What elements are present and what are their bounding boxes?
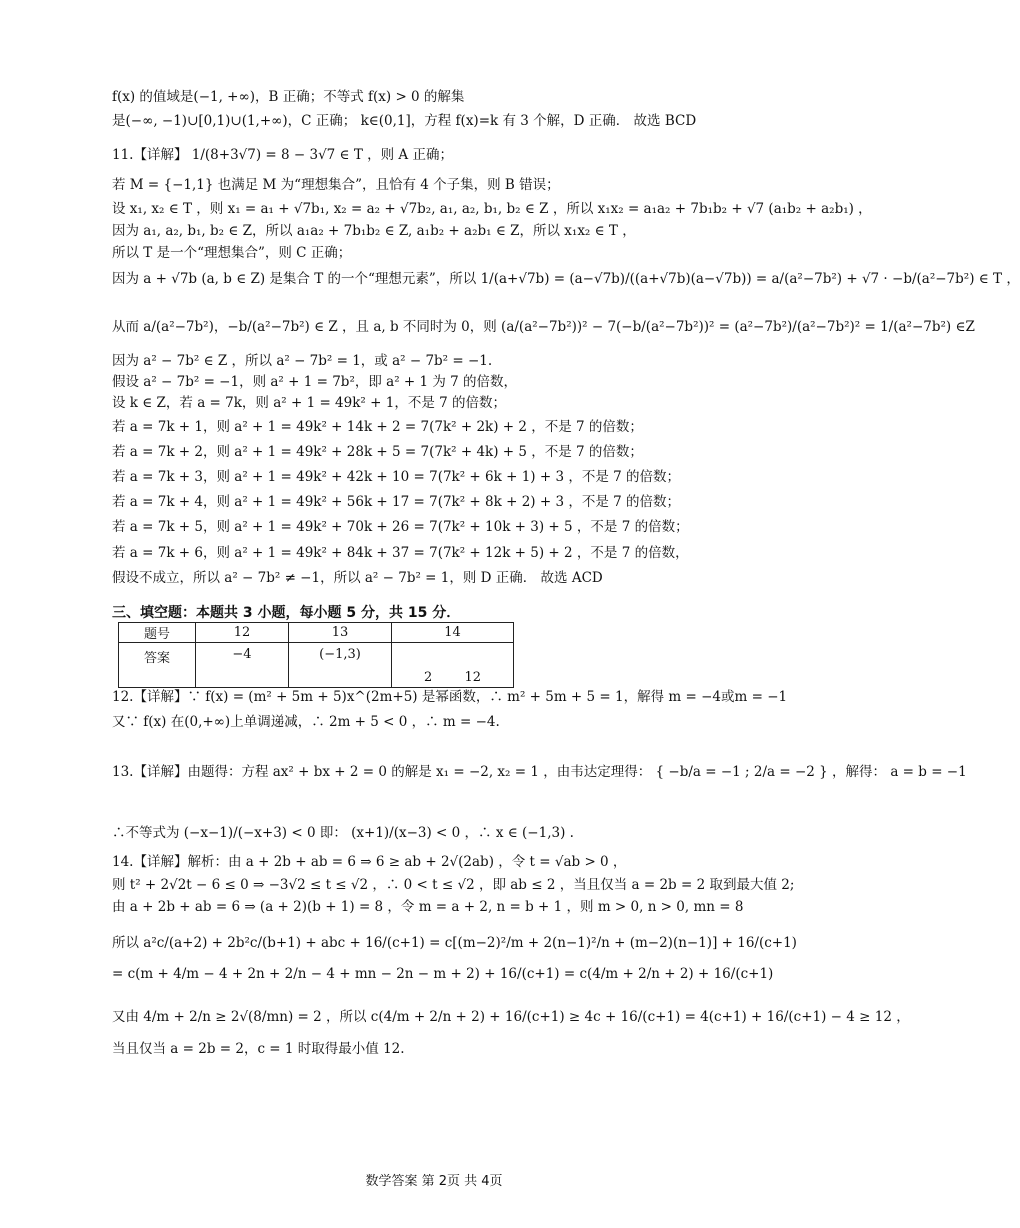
question-number-13: 13 (289, 623, 392, 643)
text-line: 因为 a + √7b (a, b ∈ Z) 是集合 T 的一个“理想元素”，所以 1/(a+√7b) = (a−√7b)/((a+√7b)(a−√7b)) = a/(a²−7b²) + √7 · −b/(a²−7b²) ∈ T ， (112, 271, 1020, 287)
text-line: f(x) 的值域是(−1, +∞)，B 正确；不等式 f(x) > 0 的解集 (112, 89, 465, 105)
text-line: 若 a = 7k + 2，则 a² + 1 = 49k² + 28k + 5 = 7(7k² + 4k) + 5 ，不是 7 的倍数； (112, 444, 643, 460)
text-line: 是(−∞, −1)∪[0,1)∪(1,+∞)，C 正确； k∈(0,1]，方程 f(x)=k 有 3 个解，D 正确． 故选 BCD (112, 113, 697, 129)
text-line: 因为 a² − 7b² ∈ Z ，所以 a² − 7b² = 1，或 a² − 7b² = −1. (112, 353, 493, 369)
question-number-12: 12 (196, 623, 289, 643)
answer-14 (392, 643, 514, 688)
text-line: 所以 T 是一个“理想集合”，则 C 正确； (112, 245, 352, 261)
section-heading-fill-in: 三、填空题：本题共 3 小题，每小题 5 分，共 15 分． (112, 605, 461, 621)
text-line: 若 a = 7k + 5，则 a² + 1 = 49k² + 70k + 26 = 7(7k² + 10k + 3) + 5 ，不是 7 的倍数； (112, 519, 689, 535)
answer-14-first: 2 (424, 670, 433, 685)
question-number-14: 14 (392, 623, 514, 643)
text-line: 设 k ∈ Z，若 a = 7k，则 a² + 1 = 49k² + 1，不是 7 的倍数； (112, 395, 506, 411)
text-line: 又由 4/m + 2/n ≥ 2√(8/mn) = 2 ，所以 c(4/m + 2/n + 2) + 16/(c+1) ≥ 4c + 16/(c+1) = 4(c+1) + 16/(c+1) − 4 ≥ 12 ， (112, 1009, 910, 1025)
answer-table (118, 622, 514, 688)
text-line: 则 t² + 2√2t − 6 ≤ 0 ⇒ −3√2 ≤ t ≤ √2 ，∴ 0 < t ≤ √2 ，即 ab ≤ 2 ，当且仅当 a = 2b = 2 取到最大值 2; (112, 877, 795, 893)
text-line: 设 x₁, x₂ ∈ T ，则 x₁ = a₁ + √7b₁, x₂ = a₂ + √7b₂, a₁, a₂, b₁, b₂ ∈ Z ，所以 x₁x₂ = a₁a₂ + 7b₁b₂ + √7 (a₁b₂ + a₂b₁) ， (112, 201, 872, 217)
text-line: 若 M = {−1,1} 也满足 M 为“理想集合”，且恰有 4 个子集，则 B 错误； (112, 177, 560, 193)
text-line: 14.【详解】解析：由 a + 2b + ab = 6 ⇒ 6 ≥ ab + 2√(2ab) ，令 t = √ab > 0 ， (112, 854, 627, 870)
table-header-label: 题号 (119, 623, 196, 643)
page-footer: 数学答案 第 2页 共 4页 (365, 1174, 503, 1189)
text-line: 从而 a/(a²−7b²)，−b/(a²−7b²) ∈ Z ，且 a, b 不同时为 0，则 (a/(a²−7b²))² − 7(−b/(a²−7b²))² = (a²−7b²)/(a²−7b²)² = 1/(a²−7b²) ∈Z (112, 319, 975, 335)
text-line: 当且仅当 a = 2b = 2，c = 1 时取得最小值 12. (112, 1041, 405, 1057)
text-line: 所以 a²c/(a+2) + 2b²c/(b+1) + abc + 16/(c+1) = c[(m−2)²/m + 2(n−1)²/n + (m−2)(n−1)] + 16/(c+1) (112, 935, 797, 951)
text-line: 若 a = 7k + 4，则 a² + 1 = 49k² + 56k + 17 = 7(7k² + 8k + 2) + 3 ，不是 7 的倍数； (112, 494, 681, 510)
text-line: 11.【详解】 1/(8+3√7) = 8 − 3√7 ∈ T ，则 A 正确； (112, 147, 453, 163)
answer-13: (−1,3) (289, 643, 392, 688)
text-line: 由 a + 2b + ab = 6 ⇒ (a + 2)(b + 1) = 8 ，令 m = a + 2, n = b + 1 ，则 m > 0, n > 0, mn = 8 (112, 899, 744, 915)
text-line: 假设不成立，所以 a² − 7b² ≠ −1，所以 a² − 7b² = 1，则 D 正确． 故选 ACD (112, 570, 603, 586)
text-line: 13.【详解】由题得：方程 ax² + bx + 2 = 0 的解是 x₁ = −2, x₂ = 1 ，由韦达定理得： { −b/a = −1 ; 2/a = −2 } ，解得： a = b = −1 (112, 764, 967, 780)
text-line: = c(m + 4/m − 4 + 2n + 2/n − 4 + mn − 2n − m + 2) + 16/(c+1) = c(4/m + 2/n + 2) + 16/(c+1) (112, 966, 774, 982)
answer-14-second: 12 (464, 670, 481, 685)
table-answer-label: 答案 (119, 643, 196, 688)
text-line: 12.【详解】∵ f(x) = (m² + 5m + 5)x^(2m+5) 是幂函数，∴ m² + 5m + 5 = 1，解得 m = −4或m = −1 (112, 689, 788, 705)
text-line: 假设 a² − 7b² = −1，则 a² + 1 = 7b²，即 a² + 1 为 7 的倍数， (112, 374, 518, 390)
text-line: ∴不等式为 (−x−1)/(−x+3) < 0 即： (x+1)/(x−3) < 0 ，∴ x ∈ (−1,3) . (112, 825, 574, 841)
text-line: 若 a = 7k + 6，则 a² + 1 = 49k² + 84k + 37 = 7(7k² + 12k + 5) + 2 ，不是 7 的倍数， (112, 545, 689, 561)
text-line: 若 a = 7k + 1，则 a² + 1 = 49k² + 14k + 2 = 7(7k² + 2k) + 2 ，不是 7 的倍数； (112, 419, 643, 435)
answer-12: −4 (196, 643, 289, 688)
text-line: 又∵ f(x) 在(0,+∞)上单调递减，∴ 2m + 5 < 0 ，∴ m = −4. (112, 714, 500, 730)
text-line: 若 a = 7k + 3，则 a² + 1 = 49k² + 42k + 10 = 7(7k² + 6k + 1) + 3 ，不是 7 的倍数； (112, 469, 681, 485)
text-line: 因为 a₁, a₂, b₁, b₂ ∈ Z，所以 a₁a₂ + 7b₁b₂ ∈ Z, a₁b₂ + a₂b₁ ∈ Z，所以 x₁x₂ ∈ T ， (112, 223, 636, 239)
